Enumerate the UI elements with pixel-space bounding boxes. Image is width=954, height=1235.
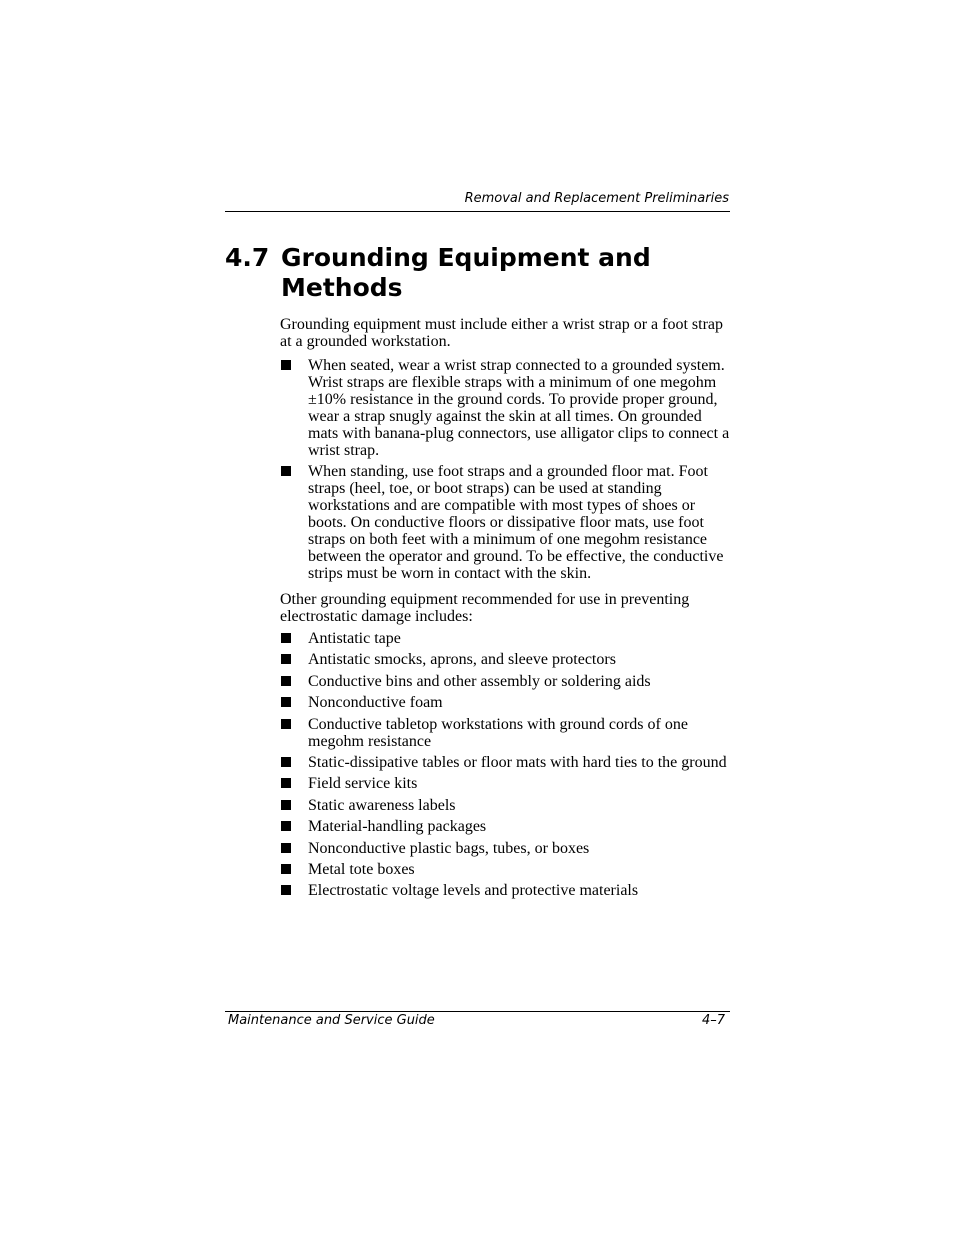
section-body	[280, 316, 732, 904]
page-number: 4–7	[701, 1013, 725, 1028]
list-item-text: Nonconductive foam	[308, 694, 443, 712]
square-bullet-icon	[281, 800, 291, 810]
list-item	[280, 673, 732, 690]
list-item-text: Nonconductive plastic bags, tubes, or boxes	[308, 839, 590, 857]
square-bullet-icon	[281, 633, 291, 643]
square-bullet-icon	[281, 864, 291, 874]
square-bullet-icon	[281, 719, 291, 729]
list-item	[280, 840, 732, 857]
section-title	[225, 243, 745, 303]
other-equipment-paragraph: Other grounding equipment recommended for use in preventing electrostatic damage includes:	[280, 591, 690, 625]
page-footer	[228, 1013, 725, 1028]
list-item-text: Field service kits	[308, 775, 418, 793]
list-item-text: Antistatic smocks, aprons, and sleeve protectors	[308, 651, 616, 669]
list-item-text: Antistatic tape	[308, 630, 401, 647]
list-item	[280, 651, 732, 668]
list-item	[280, 754, 732, 771]
list-item	[280, 775, 732, 792]
list-item-text: Conductive bins and other assembly or soldering aids	[308, 672, 651, 690]
list-item	[280, 818, 732, 835]
list-item-text: Static-dissipative tables or floor mats with hard ties to the ground	[308, 753, 727, 771]
list-item	[280, 882, 732, 899]
footer-rule	[225, 1011, 730, 1012]
header-rule	[225, 211, 730, 212]
list-item	[280, 797, 732, 814]
list-item-text: Conductive tabletop workstations with ground cords of one megohm resistance	[308, 715, 688, 750]
list-item-text: Static awareness labels	[308, 796, 456, 814]
section-title-line2: Methods	[281, 273, 403, 302]
grounding-methods-list	[280, 357, 732, 582]
square-bullet-icon	[281, 885, 291, 895]
footer-title: Maintenance and Service Guide	[228, 1013, 435, 1028]
list-item	[280, 694, 732, 711]
square-bullet-icon	[281, 676, 291, 686]
equipment-list	[280, 630, 732, 899]
square-bullet-icon	[281, 466, 291, 476]
list-item-text: When standing, use foot straps and a grounded floor mat. Foot straps (heel, toe, or boot straps) can be used at standing workstations and are compatible with most types of shoes or boots. On conductive floors or dissipative floor mats, use foot straps on both feet with a minimum of one megohm resistance between the operator and ground. To be effective, the conductive strips must be worn in contact with the skin.	[308, 463, 724, 582]
square-bullet-icon	[281, 697, 291, 707]
list-item	[280, 861, 732, 878]
square-bullet-icon	[281, 654, 291, 664]
section-number: 4.7	[225, 243, 270, 272]
square-bullet-icon	[281, 821, 291, 831]
section-title-line1: Grounding Equipment and	[281, 243, 651, 272]
square-bullet-icon	[281, 757, 291, 767]
list-item	[280, 716, 732, 750]
list-item-text: When seated, wear a wrist strap connected to a grounded system. Wrist straps are flexible straps with a minimum of one megohm ±10% resistance in the ground cords. To provide proper ground, wear a strap snugly against the skin at all times. On grounded mats with banana-plug connectors, use alligator clips to connect a wrist strap.	[308, 357, 730, 459]
list-item	[280, 630, 732, 647]
list-item	[280, 463, 732, 582]
square-bullet-icon	[281, 778, 291, 788]
square-bullet-icon	[281, 360, 291, 370]
list-item-text: Metal tote boxes	[308, 860, 415, 878]
intro-paragraph: Grounding equipment must include either a wrist strap or a foot strap at a grounded workstation.	[280, 316, 724, 350]
running-header: Removal and Replacement Preliminaries	[464, 191, 729, 206]
list-item-text: Material-handling packages	[308, 818, 487, 836]
list-item-text: Electrostatic voltage levels and protective materials	[308, 882, 639, 900]
square-bullet-icon	[281, 843, 291, 853]
list-item	[280, 357, 732, 459]
